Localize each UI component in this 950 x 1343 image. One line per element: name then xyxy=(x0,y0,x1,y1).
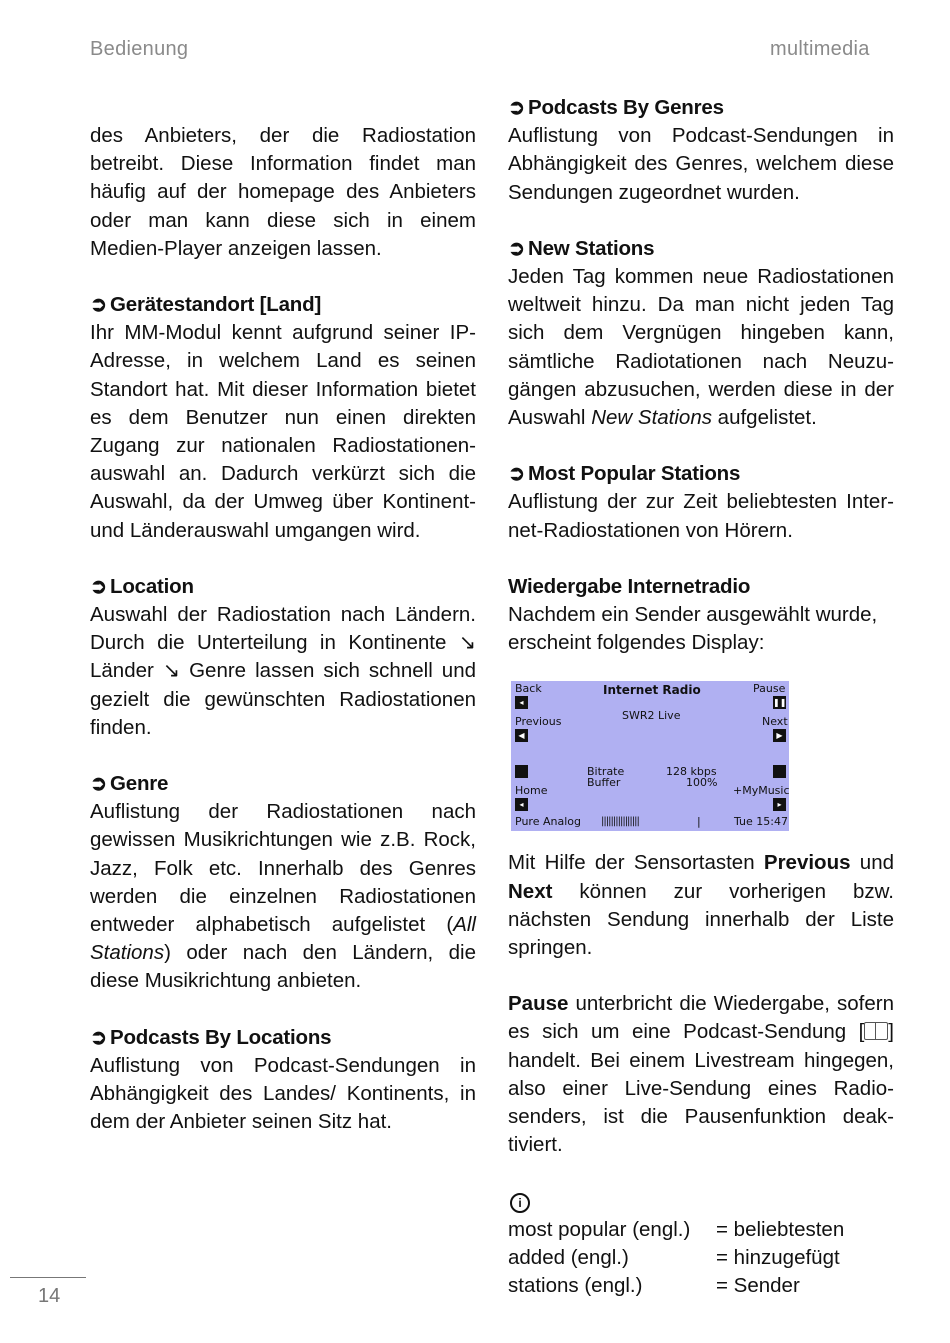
glossary-definition: = beliebtesten xyxy=(716,1217,845,1241)
text-run: ) oder nach den Ländern, die diese Musikrichtung anbieten. xyxy=(90,941,476,993)
lcd-buffer-label: Buffer xyxy=(587,776,621,790)
italic-term: New Stations xyxy=(591,406,712,430)
pause-paragraph xyxy=(508,990,894,1159)
text-run: können zur vorherigen bzw. nächsten Sendung innerhalb der Liste springen. xyxy=(508,879,894,960)
section-location xyxy=(90,573,476,742)
lcd-station-name: SWR2 Live xyxy=(622,709,681,723)
section-wiedergabe xyxy=(508,573,894,658)
section-podcasts-by-locations xyxy=(90,1024,476,1137)
text-run: Mit Hilfe der Sensortasten xyxy=(508,851,764,875)
arrow-icon: ➲ xyxy=(90,772,107,796)
previous-next-paragraph xyxy=(508,849,894,962)
bold-term: Previous xyxy=(763,851,851,875)
section-text: Auflistung von Podcast-Sendungen in Abhängigkeit des Landes/ Kontinents, in dem der Anbieter seinen Sitz hat. xyxy=(90,1053,476,1134)
lcd-level-marker: | xyxy=(697,815,701,829)
glossary-definition: = Sender xyxy=(716,1274,800,1298)
lcd-mymusic-square-icon xyxy=(773,765,786,778)
arrow-icon: ➲ xyxy=(90,574,107,598)
book-icon xyxy=(864,1022,888,1040)
running-header-right: multimedia xyxy=(770,38,870,60)
section-text: Auflistung der zur Zeit beliebtesten Inter-net-Radiostationen von Hörern. xyxy=(508,490,894,542)
glossary-term: added (engl.) xyxy=(508,1245,629,1269)
running-header-left: Bedienung xyxy=(90,38,189,60)
arrow-icon: ➲ xyxy=(508,96,525,119)
intro-block xyxy=(90,122,476,263)
text-run: Jeden Tag kommen neue Radiostationen weltweit hinzu. Da man nicht jeden Tag sich dem Vergnügen hingeben kann, sämtliche Radiotationen nach Neuzu-gängen abzusuchen, werden diese in der Auswahl xyxy=(508,265,894,430)
lcd-previous-icon: ◀ xyxy=(515,729,528,742)
section-heading xyxy=(508,235,894,263)
page-number: 14 xyxy=(38,1285,61,1307)
section-new-stations xyxy=(508,235,894,432)
arrow-icon: ➲ xyxy=(508,236,525,260)
section-heading xyxy=(90,1024,476,1052)
lcd-next-label: Next xyxy=(762,715,788,729)
lcd-source-label: Pure Analog xyxy=(515,815,581,829)
section-geraetestandort xyxy=(90,291,476,545)
section-text xyxy=(508,263,894,432)
info-block xyxy=(508,1187,894,1300)
lcd-mymusic-icon: ▸ xyxy=(773,798,786,811)
arrow-icon: ➲ xyxy=(90,293,107,317)
left-column xyxy=(90,94,476,1165)
lcd-next-icon: ▶ xyxy=(773,729,786,742)
lcd-pause-label: Pause xyxy=(753,682,786,696)
lcd-back-button-icon: ◂ xyxy=(515,696,528,709)
section-genre xyxy=(90,770,476,996)
right-column xyxy=(508,94,894,1300)
arrow-icon: ➲ xyxy=(90,1025,107,1049)
intro-paragraph: des Anbieters, der die Radiostation betreibt. Diese Information findet man häufig auf der homepage des Anbieters oder man kann diese sich in einem Medien-Player anzeigen lassen. xyxy=(90,124,476,260)
radio-display-screenshot xyxy=(511,681,789,831)
heading-text: Podcasts By Genres xyxy=(528,96,724,119)
info-icon: i xyxy=(510,1193,530,1213)
section-text: Ihr MM-Modul kennt aufgrund seiner IP-Adresse, in welchem Land es seinen Standort hat. Mit dieser Information bietet es dem Benutzer nun einen direkten Zugang zur nationalen Radiostationen-auswahl an. Dadurch verkürzt sich die Auswahl, da der Umweg über Kontinent- und Länderauswahl umgangen wird. xyxy=(90,321,476,542)
arrow-icon: ➲ xyxy=(508,462,525,486)
text-run: ] handelt. Bei einem Livestream hingegen, also einer Live-Sendung eines Radio-senders, ist die Pausenfunktion deak-tiviert. xyxy=(508,1020,894,1157)
section-most-popular xyxy=(508,460,894,545)
previous-next-paragraph-block xyxy=(508,849,894,962)
lcd-level-meter: |||||||||||||||| xyxy=(601,816,639,828)
lcd-home-label: Home xyxy=(515,784,548,798)
lcd-previous-label: Previous xyxy=(515,715,562,729)
lcd-home-icon: ◂ xyxy=(515,798,528,811)
footer-rule xyxy=(10,1277,86,1278)
lcd-bitrate-value: 128 kbps xyxy=(666,765,717,779)
lcd-pause-icon: ❚❚ xyxy=(773,698,787,708)
text-run: Auflistung der Radiostationen nach gewissen Musikrichtungen wie z.B. Rock, Jazz, Folk etc. Innerhalb des Genres werden die einzelnen Radiostationen entweder alphabetisch aufgelistet ( xyxy=(90,800,476,937)
section-text xyxy=(90,798,476,995)
section-heading xyxy=(90,770,476,798)
glossary-list xyxy=(508,1216,894,1301)
heading-text: Gerätestandort [Land] xyxy=(110,293,322,317)
pause-paragraph-block xyxy=(508,990,894,1159)
section-heading xyxy=(90,291,476,319)
text-run: aufgelistet. xyxy=(711,406,817,430)
lcd-home-square-icon xyxy=(515,765,528,778)
heading-text: Most Popular Stations xyxy=(528,462,741,486)
lcd-bitrate-label: Bitrate xyxy=(587,765,625,779)
glossary-term: stations (engl.) xyxy=(508,1274,643,1298)
lcd-mymusic-label: +MyMusic xyxy=(733,784,790,798)
glossary-term: most popular (engl.) xyxy=(508,1217,691,1241)
lcd-back-label: Back xyxy=(515,682,542,696)
bold-term: Next xyxy=(508,879,553,903)
italic-term: All Stations xyxy=(90,913,476,965)
section-text: Nachdem ein Sender ausgewählt wurde, erscheint folgendes Display: xyxy=(508,603,878,655)
section-heading: Wiedergabe Internetradio xyxy=(508,574,751,598)
heading-text: Podcasts By Locations xyxy=(110,1025,332,1049)
lcd-title: Internet Radio xyxy=(603,683,701,698)
section-text: Auswahl der Radiostation nach Ländern. Durch die Unterteilung in Kontinente ↘ Länder ↘ Genre lassen sich schnell und gezielt die gewünschten Radiostationen finden. xyxy=(90,603,476,739)
glossary-definition: = hinzugefügt xyxy=(716,1245,840,1269)
text-run: und xyxy=(850,851,895,875)
lcd-buffer-value: 100% xyxy=(686,776,718,790)
section-heading xyxy=(90,573,476,601)
section-podcasts-by-genres xyxy=(508,94,894,207)
section-text: Auflistung von Podcast-Sendungen in Abhängigkeit des Genres, welchem diese Sendungen zugeordnet wurden. xyxy=(508,124,894,204)
section-heading xyxy=(508,94,894,122)
heading-text: Genre xyxy=(110,772,169,796)
section-heading xyxy=(508,460,894,488)
lcd-time: Tue 15:47 xyxy=(734,815,788,829)
text-run: unterbricht die Wiedergabe, sofern es sich um eine Podcast-Sendung [ xyxy=(508,992,894,1044)
heading-text: New Stations xyxy=(528,236,655,260)
heading-text: Location xyxy=(110,574,194,598)
bold-term: Pause xyxy=(508,992,569,1016)
